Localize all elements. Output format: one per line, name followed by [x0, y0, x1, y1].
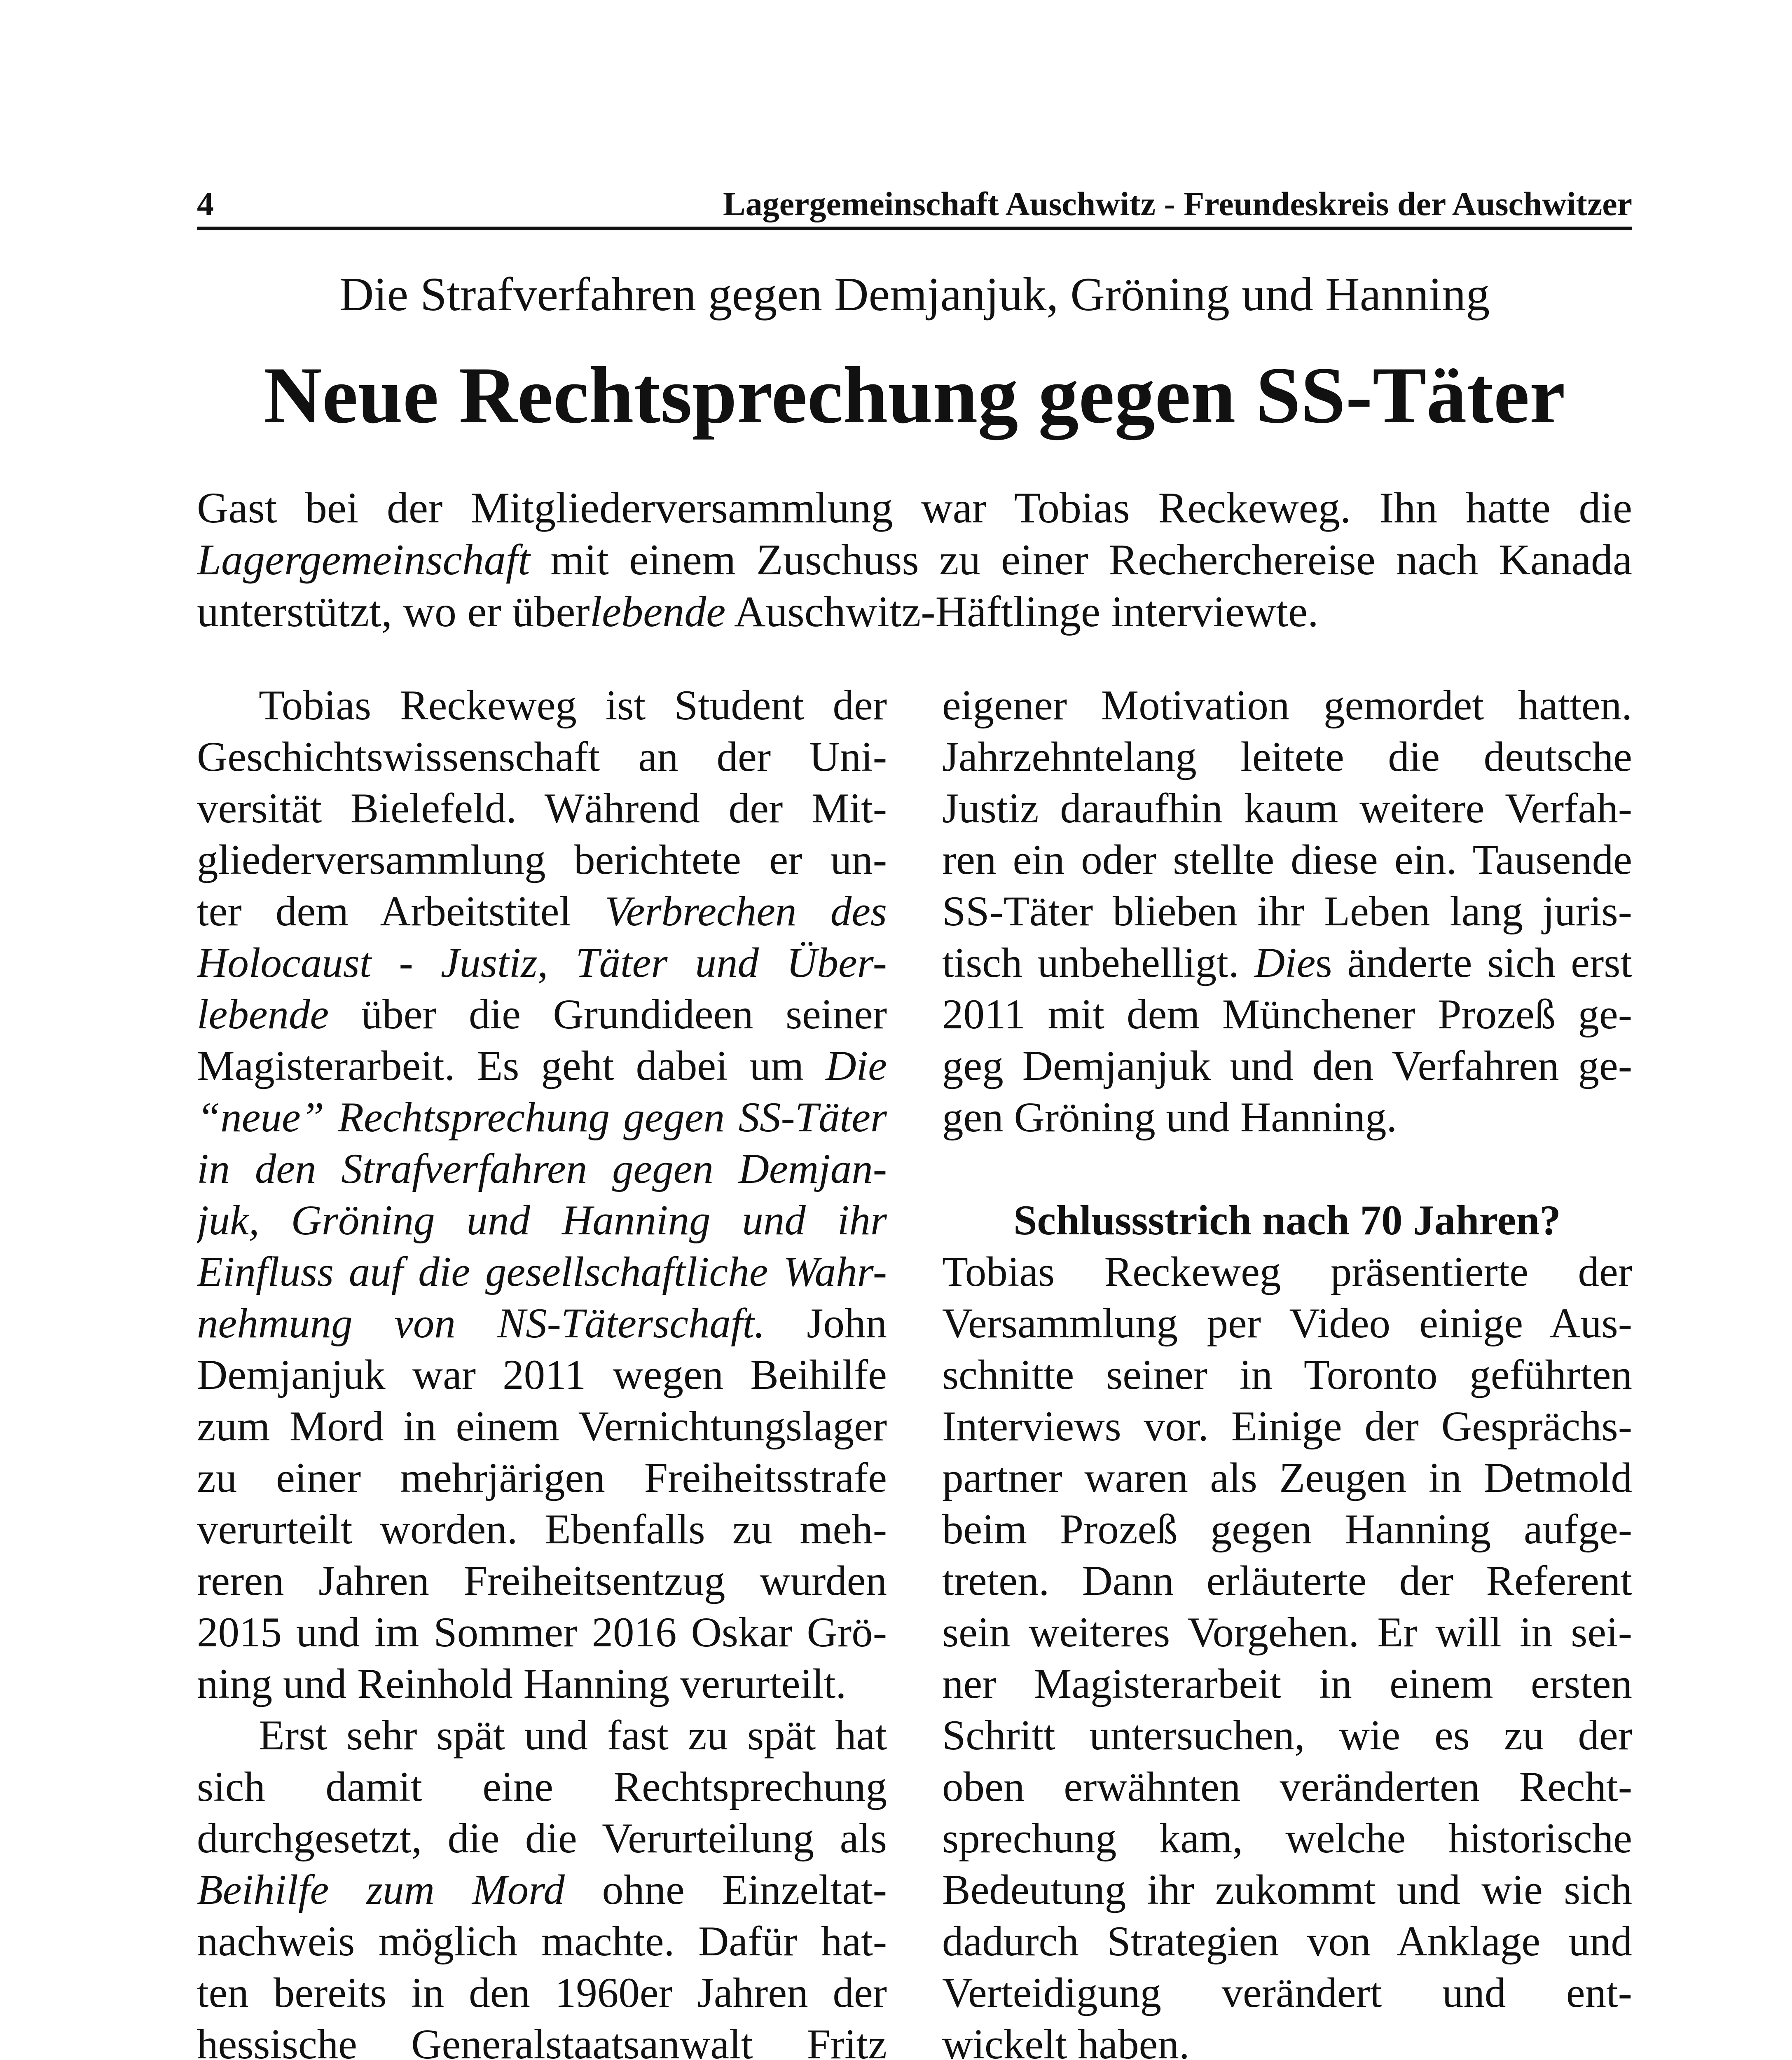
section-subheading: Schlussstrich nach 70 Jahren? [1013, 1197, 1561, 1244]
body-line: versität Bielefeld. Während der Mit- [197, 785, 887, 832]
lead-line: Gast bei der Mitgliederversammlung war Tobias Reckeweg. Ihn hatte die [197, 484, 1632, 532]
body-line: SS-Täter blieben ihr Leben lang juris- [942, 888, 1632, 935]
body-line: zu einer mehrjärigen Freiheitsstrafe [197, 1454, 887, 1501]
body-line: Demjanjuk war 2011 wegen Beihilfe [197, 1351, 887, 1398]
body-line: ten bereits in den 1960er Jahren der [197, 1969, 887, 2016]
body-line: reren Jahren Freiheitsentzug wurden [197, 1557, 887, 1604]
body-line: Holocaust - Justiz, Täter und Über- [197, 939, 887, 986]
body-line: zum Mord in einem Vernichtungslager [197, 1403, 887, 1450]
body-line: Magisterarbeit. Es geht dabei um Die [197, 1042, 887, 1089]
body-line: Jahrzehntelang leitete die deutsche [942, 733, 1632, 780]
body-line: lebende über die Grundideen seiner [197, 991, 887, 1038]
body-line: Geschichtswissenschaft an der Uni- [197, 733, 887, 780]
left-column [197, 680, 887, 2060]
body-line: gen Gröning und Hanning. [942, 1094, 1397, 1141]
body-line: sein weiteres Vorgehen. Er will in sei- [942, 1609, 1632, 1656]
body-line: verurteilt worden. Ebenfalls zu meh- [197, 1506, 887, 1553]
body-line: Beihilfe zum Mord ohne Einzeltat- [197, 1866, 887, 1913]
body-line: geg Demjanjuk und den Verfahren ge- [942, 1042, 1632, 1089]
body-line: 2011 mit dem Münchener Prozeß ge- [942, 991, 1632, 1038]
body-line: eigener Motivation gemordet hatten. [942, 682, 1632, 729]
lead-line: unterstützt, wo er überlebende Auschwitz-Häftlinge interviewte. [197, 588, 1319, 636]
body-line: wickelt haben. [942, 2021, 1190, 2060]
right-column [942, 680, 1632, 2060]
running-title: Lagergemeinschaft Auschwitz - Freundeskreis der Auschwitzer [723, 185, 1632, 222]
running-header [197, 181, 1632, 230]
body-line: Bedeutung ihr zukommt und wie sich [942, 1866, 1632, 1913]
body-line: beim Prozeß gegen Hanning aufge- [942, 1506, 1632, 1553]
body-line: sich damit eine Rechtsprechung [197, 1763, 887, 1810]
body-line: dadurch Strategien von Anklage und [942, 1918, 1632, 1965]
body-line: Schritt untersuchen, wie es zu der [942, 1712, 1632, 1759]
lead-line: Lagergemeinschaft mit einem Zuschuss zu einer Recherchereise nach Kanada [197, 536, 1632, 584]
body-line: “neue” Rechtsprechung gegen SS-Täter [197, 1094, 887, 1141]
body-line: gliederversammlung berichtete er un- [197, 836, 887, 883]
body-line: nachweis möglich machte. Dafür hat- [197, 1918, 887, 1965]
body-line: sprechung kam, welche historische [942, 1815, 1632, 1862]
body-line: ren ein oder stellte diese ein. Tausende [942, 836, 1632, 883]
body-line: in den Strafverfahren gegen Demjan- [197, 1145, 887, 1192]
body-line: Einfluss auf die gesellschaftliche Wahr- [197, 1248, 887, 1295]
body-line: ter dem Arbeitstitel Verbrechen des [197, 888, 887, 935]
body-line: ning und Reinhold Hanning verurteilt. [197, 1660, 847, 1707]
body-line: 2015 und im Sommer 2016 Oskar Grö- [197, 1609, 887, 1656]
body-line: nehmung von NS-Täterschaft. John [197, 1300, 887, 1347]
body-line: Erst sehr spät und fast zu spät hat [259, 1712, 887, 1759]
article-lead [197, 482, 1632, 638]
body-line: hessische Generalstaatsanwalt Fritz [197, 2021, 887, 2060]
body-line: durchgesetzt, die die Verurteilung als [197, 1815, 887, 1862]
body-line: tisch unbehelligt. Dies änderte sich erst [942, 939, 1632, 986]
body-line: Versammlung per Video einige Aus- [942, 1300, 1632, 1347]
body-line: juk, Gröning und Hanning und ihr [197, 1197, 887, 1244]
body-line: schnitte seiner in Toronto geführten [942, 1351, 1632, 1398]
article-headline: Neue Rechtsprechung gegen SS-Täter [264, 351, 1565, 440]
body-line: Justiz daraufhin kaum weitere Verfah- [942, 785, 1632, 832]
page-number: 4 [197, 185, 214, 222]
body-line: partner waren als Zeugen in Detmold [942, 1454, 1632, 1501]
body-line: oben erwähnten veränderten Recht- [942, 1763, 1632, 1810]
body-line: Interviews vor. Einige der Gesprächs- [942, 1403, 1632, 1450]
body-line: Tobias Reckeweg ist Student der [259, 682, 887, 729]
body-line: Verteidigung verändert und ent- [942, 1969, 1632, 2016]
body-line: ner Magisterarbeit in einem ersten [942, 1660, 1632, 1707]
article-kicker: Die Strafverfahren gegen Demjanjuk, Gröning und Hanning [339, 268, 1490, 321]
body-line: treten. Dann erläuterte der Referent [942, 1557, 1632, 1604]
body-line: Tobias Reckeweg präsentierte der [942, 1248, 1632, 1295]
